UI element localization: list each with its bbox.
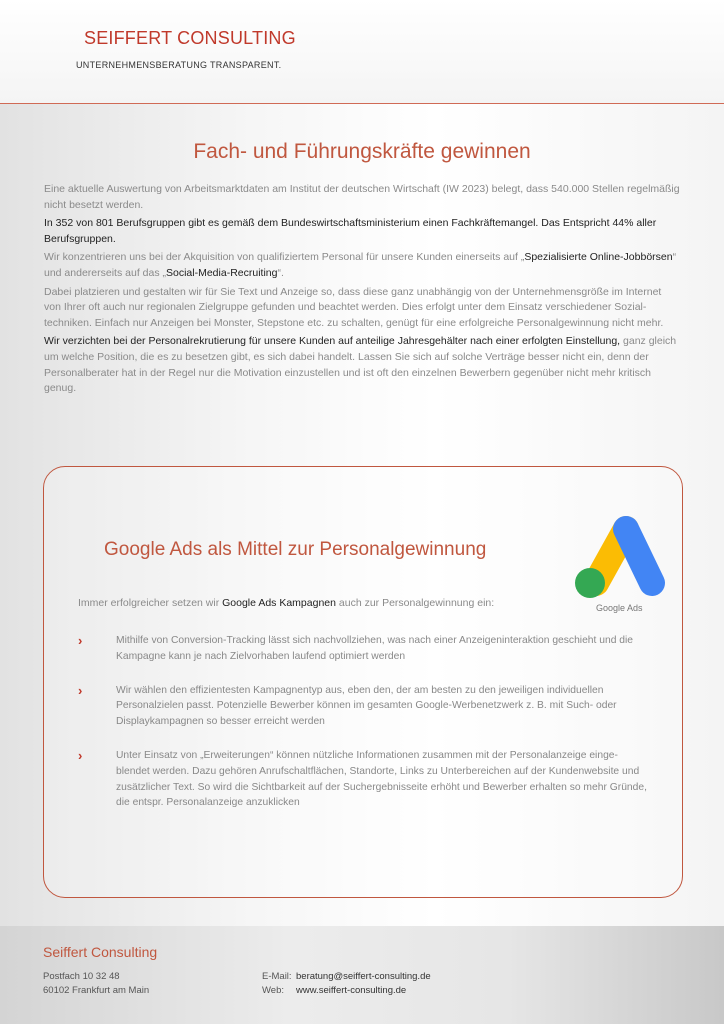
intro-paragraph-1: Eine aktuelle Auswertung von Arbeitsmarktdaten am Institut der deutschen Wirtschaft (IW 2023) belegt, dass 540.000 Stellen regelmäßig nicht besetzt werden. bbox=[44, 183, 680, 211]
box-title: Google Ads als Mittel zur Personalgewinnung bbox=[104, 539, 487, 560]
google-ads-label: Google Ads bbox=[596, 603, 643, 613]
bullet-list bbox=[78, 633, 648, 829]
intro-paragraph-4: Dabei platzieren und gestalten wir für Sie Text und Anzeige so, dass diese ganz unabhängig von der Unternehmensgröße im Internet von Ihrer oft auch nur regionalen Zielgruppe gefunden und beachtet werden. Dies erfolgt unter dem Einsatz verschiedener Sozial-techniken. Einfach nur Anzeigen bei Monster, Stepstone etc. zu schalten, genügt für eine erfolgreiche Personalgewinnung nicht mehr. bbox=[44, 285, 664, 329]
header-divider bbox=[0, 103, 724, 104]
chevron-right-icon: › bbox=[78, 747, 83, 763]
brand-name: SEIFFERT CONSULTING bbox=[84, 28, 296, 48]
list-item: › Wir wählen den effizientesten Kampagnentyp aus, eben den, der am besten zu den jeweiligen individuellen Personalzielen passt. Potenzielle Bewerber können im gesamten Google-Werbenetzwerk z. B. mit Such- oder Displaykampagnen so besser erreicht werden bbox=[78, 682, 617, 728]
page-header bbox=[0, 0, 724, 104]
intro-paragraph-3: Wir konzentrieren uns bei der Akquisition von qualifiziertem Personal für unsere Kunden einerseits auf „Spezialisierte Online-Jobbörsen“ und andererseits auf das „Social-Media-Recruiting“. bbox=[44, 251, 677, 279]
intro-paragraph-5: Wir verzichten bei der Personalrekrutierung für unsere Kunden auf anteilige Jahresgehälter nach einer erfolgten Einstellung, ganz gleich um welche Position, die es zu besetzen gibt, es sich dabei handelt. Lassen Sie sich auf solche Verträge besser nicht ein, denn der Personalberater hat in der Regel nur die Motivation einzustellen und ist oft den einzelnen Bewerbern gegenüber nicht mehr kritisch genug. bbox=[44, 335, 677, 395]
section-title: Fach- und Führungskräfte gewinnen bbox=[193, 140, 531, 163]
footer-brand: Seiffert Consulting bbox=[43, 944, 158, 960]
list-item: › Mithilfe von Conversion-Tracking lässt sich nachvollziehen, was nach einer Anzeigeninteraktion geschieht und die Kampagne kann je nach Zielvorhaben laufend optimiert werden bbox=[78, 633, 634, 662]
footer-contact: E-Mail: beratung@seiffert-consulting.de Web: www.seiffert-consulting.de bbox=[262, 971, 431, 996]
chevron-right-icon: › bbox=[78, 682, 83, 698]
list-item: › Unter Einsatz von „Erweiterungen“ können nützliche Informationen zusammen mit der Personalanzeige einge-blendet werden. Dazu gehören Anrufschaltflächen, Standorte, Links zu Unterbereichen auf der Kundenwebsite und zusätzlicher Text. So wird die Sichtbarkeit auf der Suchergebnisseite erhöht und Bewerber erhalten so mehr Gründe, die entspr. Personalanzeige anzuklicken bbox=[78, 747, 647, 809]
google-ads-logo-icon bbox=[566, 511, 666, 601]
chevron-right-icon: › bbox=[78, 633, 83, 648]
google-ads-box bbox=[43, 466, 683, 898]
page-footer bbox=[0, 926, 724, 1024]
website-link[interactable]: www.seiffert-consulting.de bbox=[296, 985, 407, 996]
intro-paragraph-2: In 352 von 801 Berufsgruppen gibt es gemäß dem Bundeswirtschaftsministerium einen Fachkräftemangel. Das Entspricht 44% aller Berufsgruppen. bbox=[44, 217, 657, 245]
footer-address: Postfach 10 32 48 60102 Frankfurt am Main bbox=[43, 971, 150, 996]
box-intro: Immer erfolgreicher setzen wir Google Ads Kampagnen auch zur Personalgewinnung ein: bbox=[78, 597, 495, 609]
intro-text bbox=[44, 182, 680, 400]
brand-tagline: UNTERNEHMENSBERATUNG TRANSPARENT. bbox=[76, 60, 282, 70]
email-link[interactable]: beratung@seiffert-consulting.de bbox=[296, 971, 431, 982]
